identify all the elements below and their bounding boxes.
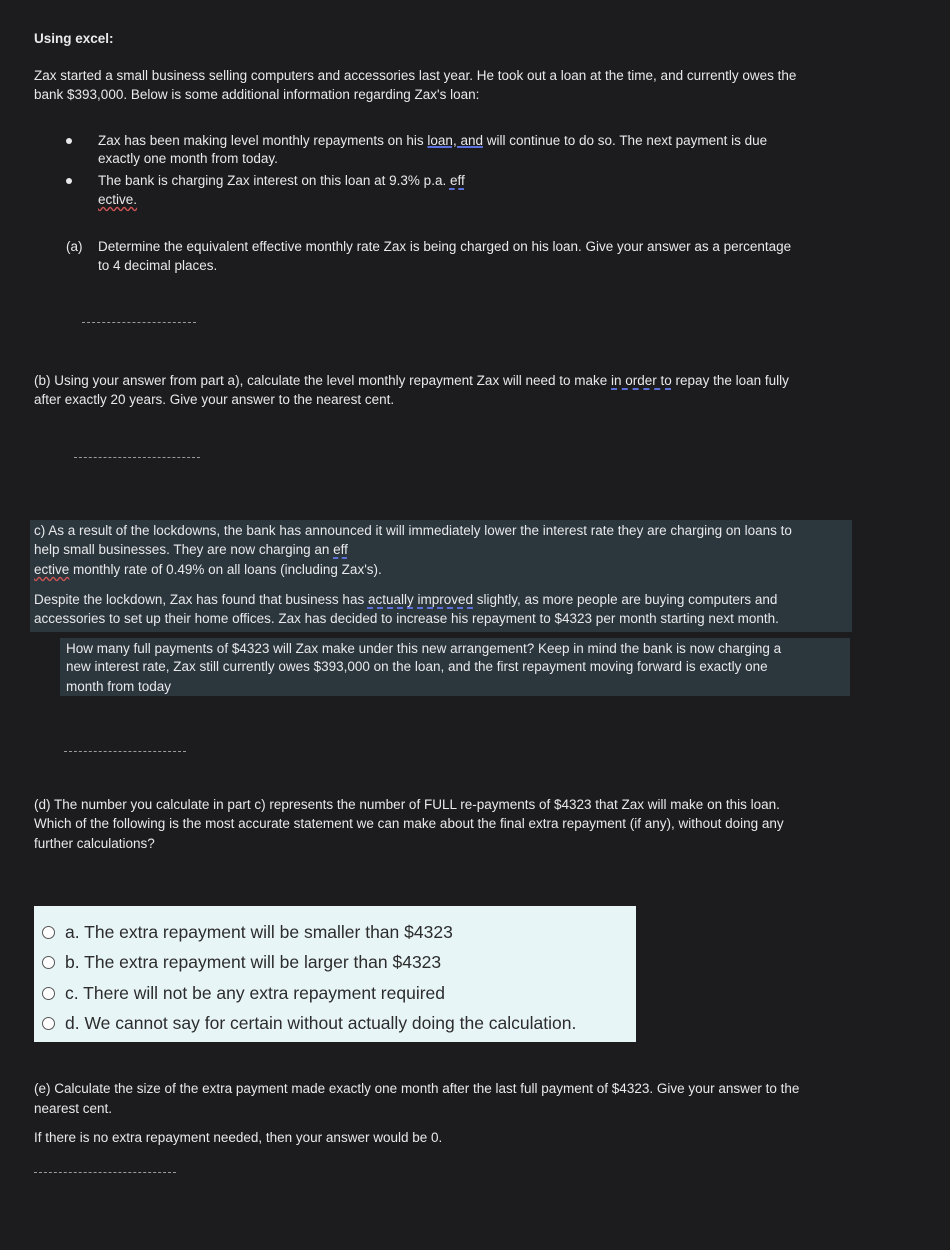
grammar-mark: eff <box>333 542 348 557</box>
option-a[interactable] <box>42 920 453 944</box>
answer-line-a[interactable] <box>82 322 196 323</box>
intro-line-2: bank $393,000. Below is some additional information regarding Zax's loan: <box>34 87 480 102</box>
option-c[interactable] <box>42 981 445 1005</box>
answer-line-e[interactable] <box>34 1172 176 1173</box>
grammar-mark: loan, and <box>427 133 483 148</box>
answer-line-c[interactable] <box>64 751 186 752</box>
grammar-mark: in order to <box>611 373 672 388</box>
option-label: d. We cannot say for certain without actually doing the calculation. <box>65 1013 577 1033</box>
grammar-mark: eff <box>449 173 465 188</box>
radio-button[interactable] <box>42 956 55 969</box>
bullet-1-line-1: Zax has been making level monthly repayments on his loan, and will continue to do so. The next payment is due <box>98 133 768 148</box>
radio-button[interactable] <box>42 1017 55 1030</box>
option-d[interactable] <box>42 1011 576 1035</box>
part-c-question-line-1: How many full payments of $4323 will Zax make under this new arrangement? Keep in mind the bank is now charging a <box>66 641 782 656</box>
spelling-mark: ective <box>34 562 70 577</box>
radio-button[interactable] <box>42 926 55 939</box>
option-label: b. The extra repayment will be larger than $4323 <box>65 952 442 972</box>
part-e-line-3: If there is no extra repayment needed, then your answer would be 0. <box>34 1130 443 1145</box>
option-label: c. There will not be any extra repayment required <box>65 983 446 1003</box>
part-e-line-2: nearest cent. <box>34 1101 113 1116</box>
part-b-line-2: after exactly 20 years. Give your answer to the nearest cent. <box>34 392 395 407</box>
part-a-label: (a) <box>66 239 83 254</box>
part-d-line-1: (d) The number you calculate in part c) represents the number of FULL re-payments of $4323 that Zax will make on this loan. <box>34 797 780 812</box>
bullet-dot <box>66 138 72 144</box>
bullet-dot <box>66 178 72 184</box>
intro-line-1: Zax started a small business selling computers and accessories last year. He took out a loan at the time, and currently owes the <box>34 68 797 83</box>
part-e-line-1: (e) Calculate the size of the extra payment made exactly one month after the last full payment of $4323. Give your answer to the <box>34 1081 800 1096</box>
grammar-mark: actually improved <box>367 592 473 607</box>
option-b[interactable] <box>42 950 441 974</box>
bullet-2-line-1: The bank is charging Zax interest on this loan at 9.3% p.a. eff <box>98 173 465 188</box>
part-c-question-line-3: month from today <box>66 679 172 694</box>
answer-line-b[interactable] <box>74 457 200 458</box>
option-label: a. The extra repayment will be smaller than $4323 <box>65 922 453 942</box>
part-c-line-3: ective monthly rate of 0.49% on all loans (including Zax's). <box>34 562 382 577</box>
heading: Using excel: <box>34 31 114 46</box>
part-a-line-2: to 4 decimal places. <box>98 258 218 273</box>
bullet-2-line-2 <box>98 191 858 209</box>
options-box <box>34 906 636 1042</box>
part-a-line-1: Determine the equivalent effective monthly rate Zax is being charged on his loan. Give your answer as a percentage <box>98 239 792 254</box>
part-c-para2-line-2: accessories to set up their home offices. Zax has decided to increase his repayment to $4323 per month starting next month. <box>34 611 779 626</box>
part-c-question-line-2: new interest rate, Zax still currently owes $393,000 on the loan, and the first repayment moving forward is exactly one <box>66 659 768 674</box>
radio-button[interactable] <box>42 987 55 1000</box>
spelling-mark: ective. <box>98 192 138 207</box>
part-c-para2-line-1: Despite the lockdown, Zax has found that business has actually improved slightly, as more people are buying computers and <box>34 592 778 607</box>
part-b-line-1: (b) Using your answer from part a), calculate the level monthly repayment Zax will need to make in order to repay the loan fully <box>34 373 789 388</box>
part-d-line-2: Which of the following is the most accurate statement we can make about the final extra repayment (if any), without doing any <box>34 816 784 831</box>
part-d-line-3: further calculations? <box>34 836 155 851</box>
part-c-line-1: c) As a result of the lockdowns, the bank has announced it will immediately lower the interest rate they are charging on loans to <box>34 523 792 538</box>
bullet-1-line-2: exactly one month from today. <box>98 151 278 166</box>
part-c-line-2: help small businesses. They are now charging an eff <box>34 542 348 557</box>
